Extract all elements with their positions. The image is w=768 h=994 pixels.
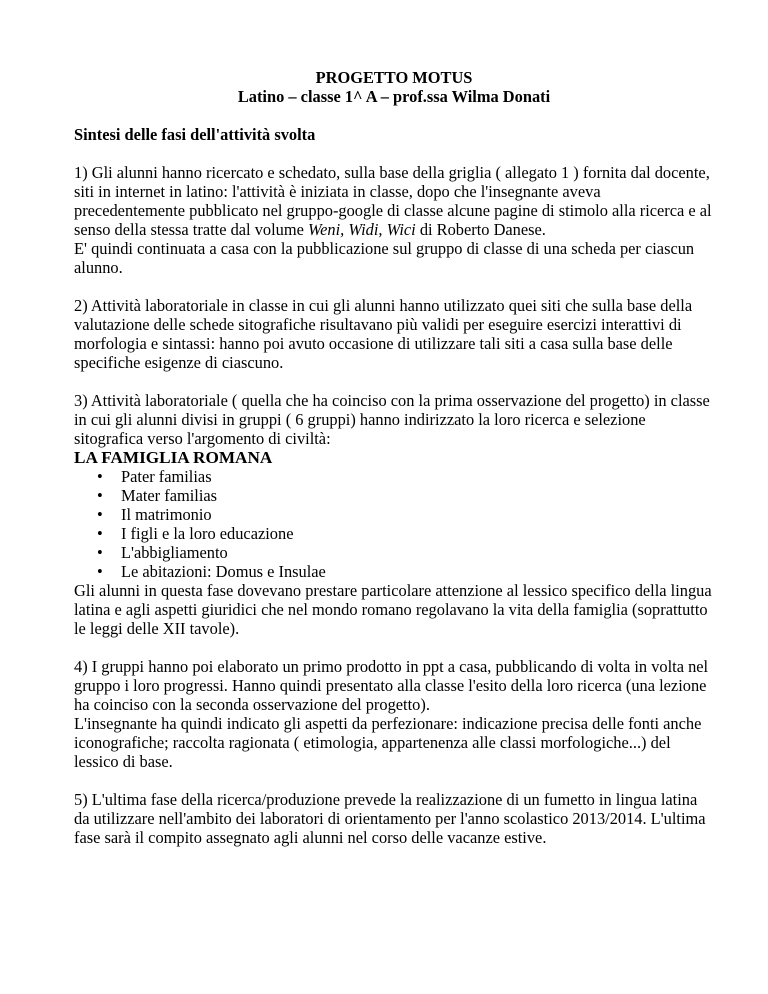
- list-heading: LA FAMIGLIA ROMANA: [74, 448, 273, 467]
- list-item: [74, 467, 714, 486]
- list-item-label: Il matrimonio: [121, 505, 212, 524]
- list-item-label: I figli e la loro educazione: [121, 524, 294, 543]
- paragraph-2: 2) Attività laboratoriale in classe in cui gli alunni hanno utilizzato quei siti che sulla base della valutazione delle schede sitografiche risultavano più validi per eseguire esercizi interattivi di morfologia e sintassi: hanno poi avuto occasione di utilizzare tali siti a casa sulla base delle specifiche esigenze di ciascuno.: [74, 296, 693, 372]
- bullet-icon: •: [97, 562, 103, 581]
- document-page: [74, 68, 714, 847]
- list-item-label: Le abitazioni: Domus e Insulae: [121, 562, 326, 581]
- bullet-icon: •: [97, 543, 103, 562]
- bullet-icon: •: [97, 505, 103, 524]
- paragraph-1-text-a: 1) Gli alunni hanno ricercato e schedato, sulla base della griglia ( allegato 1 ) fornita dal docente, siti in internet in latino: l'attività è iniziata in classe, dopo che l'insegnante aveva precedentemente pubblicato nel gruppo-google di classe alcune pagine di stimolo alla ricerca e al senso della stessa tratte dal volume: [74, 163, 712, 239]
- list-item-label: Pater familias: [121, 467, 212, 486]
- paragraph-5: 5) L'ultima fase della ricerca/produzione prevede la realizzazione di un fumetto in lingua latina da utilizzare nell'ambito dei laboratori di orientamento per l'anno scolastico 2013/2014. L'ultima fase sarà il compito assegnato agli alunni nel corso delle vacanze estive.: [74, 790, 706, 847]
- book-title: Weni, Widi, Wici: [307, 220, 416, 239]
- paragraph-3-after-list: Gli alunni in questa fase dovevano prestare particolare attenzione al lessico specifico della lingua latina e agli aspetti giuridici che nel mondo romano regolavano la vita della famiglia (soprattutto le leggi delle XII tavole).: [74, 581, 712, 638]
- section-heading: Sintesi delle fasi dell'attività svolta: [74, 125, 316, 144]
- document-title: PROGETTO MOTUS: [315, 68, 473, 87]
- paragraph-1-continuation: E' quindi continuata a casa con la pubblicazione sul gruppo di classe di una scheda per ciascun alunno.: [74, 239, 695, 277]
- bullet-icon: •: [97, 524, 103, 543]
- list-item: [74, 486, 714, 505]
- list-item: [74, 524, 714, 543]
- paragraph-1: [74, 163, 714, 239]
- list-item: [74, 543, 714, 562]
- list-item-label: L'abbigliamento: [121, 543, 228, 562]
- document-subtitle: Latino – classe 1^ A – prof.ssa Wilma Donati: [237, 87, 551, 106]
- topic-list: [74, 467, 714, 581]
- list-item: [74, 505, 714, 524]
- list-item-label: Mater familias: [121, 486, 218, 505]
- paragraph-4-continuation: L'insegnante ha quindi indicato gli aspetti da perfezionare: indicazione precisa delle fonti anche iconografiche; raccolta ragionata ( etimologia, appartenenza alle classi morfologiche...) del lessico di base.: [74, 714, 702, 771]
- bullet-icon: •: [97, 467, 103, 486]
- bullet-icon: •: [97, 486, 103, 505]
- paragraph-1-text-b: di Roberto Danese.: [415, 220, 546, 239]
- list-item: [74, 562, 714, 581]
- paragraph-3: 3) Attività laboratoriale ( quella che ha coinciso con la prima osservazione del progetto) in classe in cui gli alunni divisi in gruppi ( 6 gruppi) hanno indirizzato la loro ricerca e selezione sitografica verso l'argomento di civiltà:: [74, 391, 710, 448]
- paragraph-4: 4) I gruppi hanno poi elaborato un primo prodotto in ppt a casa, pubblicando di volta in volta nel gruppo i loro progressi. Hanno quindi presentato alla classe l'esito della loro ricerca (una lezione ha coinciso con la seconda osservazione del progetto).: [74, 657, 709, 714]
